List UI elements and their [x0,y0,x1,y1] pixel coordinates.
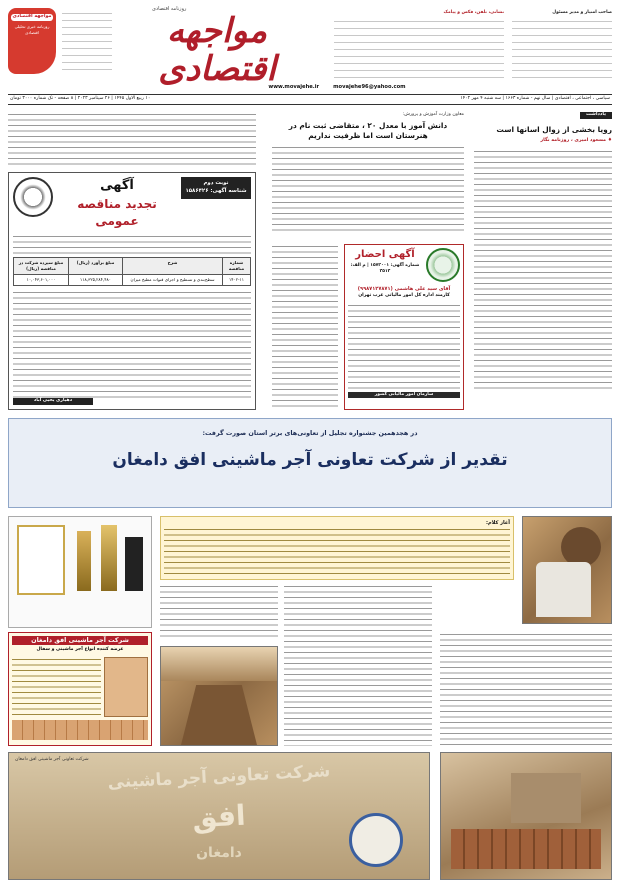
contact-box [334,10,504,82]
tender-td-3: ۱۱۸,۳۲۵,۲۸۴,۴۸۰ [68,274,122,285]
sign-caption: شرکت تعاونی آجر ماشینی افق دامغان [15,757,89,762]
tender-label: نوبت دوم [203,180,229,186]
tax-emblem [426,248,460,282]
logo-text: مواجهه اقتصادی [158,11,276,89]
email-box [62,10,112,82]
ad-subtitle: عرضه کننده انواع آجر ماشینی و سفال [36,647,124,653]
tender-badge [181,177,251,199]
masthead [8,6,612,108]
tender-td-2: سطح‌بندی و تسطیح و اجرای قنوات مطبخ میزان [122,274,222,285]
tender-number: شناسه آگهی: ۱۵۸۶۴۲۶ [185,187,247,194]
col-middle-cont [272,244,338,410]
summons-meta: شماره آگهی: ۱۵۷۲۰۰۱ | م الف: ۳۵۱۲ [350,262,420,274]
sign-city: دامغان [196,845,242,861]
tender-td-4: ۱۰,۰۴۳,۶۰۱,۰۰۰ [14,274,68,285]
award-photo [8,516,152,628]
col-middle-body [272,145,464,231]
tender-footer: دهیاری یحیی آباد [13,398,93,405]
summons-footer: سازمان امور مالیاتی کشور [348,392,460,398]
summons-name: آقای سید علی هاشمی (۹۹۸۷۱۲۷۸۷۱) [357,286,451,292]
col-right-title: رویا بخشی از زوال اسانها است [496,124,612,134]
tender-td-1: ۱۴۰۲-۱۱ [222,274,250,285]
col-middle [272,112,464,240]
feature-intro [160,516,514,580]
tender-th-3: مبلغ برآورد (ریال) [68,258,122,274]
sign-title: شرکت تعاونی آجر ماشینی [107,761,331,793]
tender-th-1: شماره مناقصه [222,258,250,274]
photo-chairman [522,516,612,624]
web-bar [62,84,612,93]
tender-table [13,257,251,286]
photo-company-sign [8,752,430,880]
photo-kiln [160,646,278,746]
banner-title: تقدیر از شرکت تعاونی آجر ماشینی افق دامغان [112,450,508,471]
ad-title: شرکت آجر ماشینی افق دامغان [12,636,148,645]
col-middle-kicker: معاون وزارت آموزش و پرورش: [402,112,464,117]
logo-subtitle: روزنامه اقتصادی [152,6,187,12]
col-right-author: ♦ مسعود امیری ، روزنامه نگار [540,137,612,143]
tender-intro [13,234,251,254]
sign-sub: افق [191,798,247,835]
tender-title: آگهی [100,178,134,193]
feature-banner [8,418,612,508]
tender-subtitle: تجدید مناقصه عمومی [77,196,157,229]
banner-kicker: در هجدهمین جشنواره تجلیل از تعاونی‌های برتر استان صورت گرفت: [202,429,418,437]
sticker-text: روزنامه خبری تحلیلی اقتصادی [14,23,50,36]
col-right-body [474,149,612,391]
summons-body [348,303,460,389]
feature-body-mid [284,584,432,746]
col-right [474,112,612,410]
summons-role: کارمند اداره کل امور مالیاتی غرب تهران [358,293,450,299]
photo-factory-right [440,752,612,880]
contact-label: نشانی، تلفن، فکس و پیامک [443,10,504,15]
tender-emblem [13,177,53,217]
col-left-body [8,112,256,168]
sticker-title: مواجهه اقتصادی [12,14,52,19]
date-line: سیاسی ، اجتماعی ، اقتصادی | سال نهم - شماره ۱۶۶۳ | سه شنبه ۴ مهر ۱۴۰۲ [460,96,610,102]
notice-summons [344,244,464,410]
feature-body-mid2 [160,584,278,640]
staff-box [512,10,612,82]
company-ad [8,632,152,746]
issue-line: ۱۰ ربیع الاول ۱۴۴۵ | ۲۶ سپتامبر ۲۰۲۳ | ۸ صفحه - تک شماره ۳۰۰۰ تومان [10,96,151,102]
tender-th-4: مبلغ سپرده شرکت در مناقصه (ریال) [14,258,68,274]
col-left-top [8,112,256,168]
notice-tender [8,172,256,410]
col-middle-title: دانش آموز با معدل ۲۰ ، متقاضی ثبت نام در هنرستان است اما ظرفیت نداریم [288,120,448,140]
intro-title: آغاز کلام: [486,520,510,526]
tender-body [13,290,251,402]
summons-title: آگهی احضار [355,249,415,260]
brand-seal [349,813,403,867]
tender-th-2: شرح [122,258,222,274]
sticker [8,8,56,74]
col-right-kicker: یادداشت [580,112,612,119]
date-bar [8,94,612,105]
site-link[interactable]: www.movajehe.ir [268,84,320,90]
email-link[interactable]: movajehe96@yahoo.com [333,84,406,90]
staff-title: صاحب امتیاز و مدیر مسئول [552,10,612,15]
feature-body-right [440,632,612,746]
